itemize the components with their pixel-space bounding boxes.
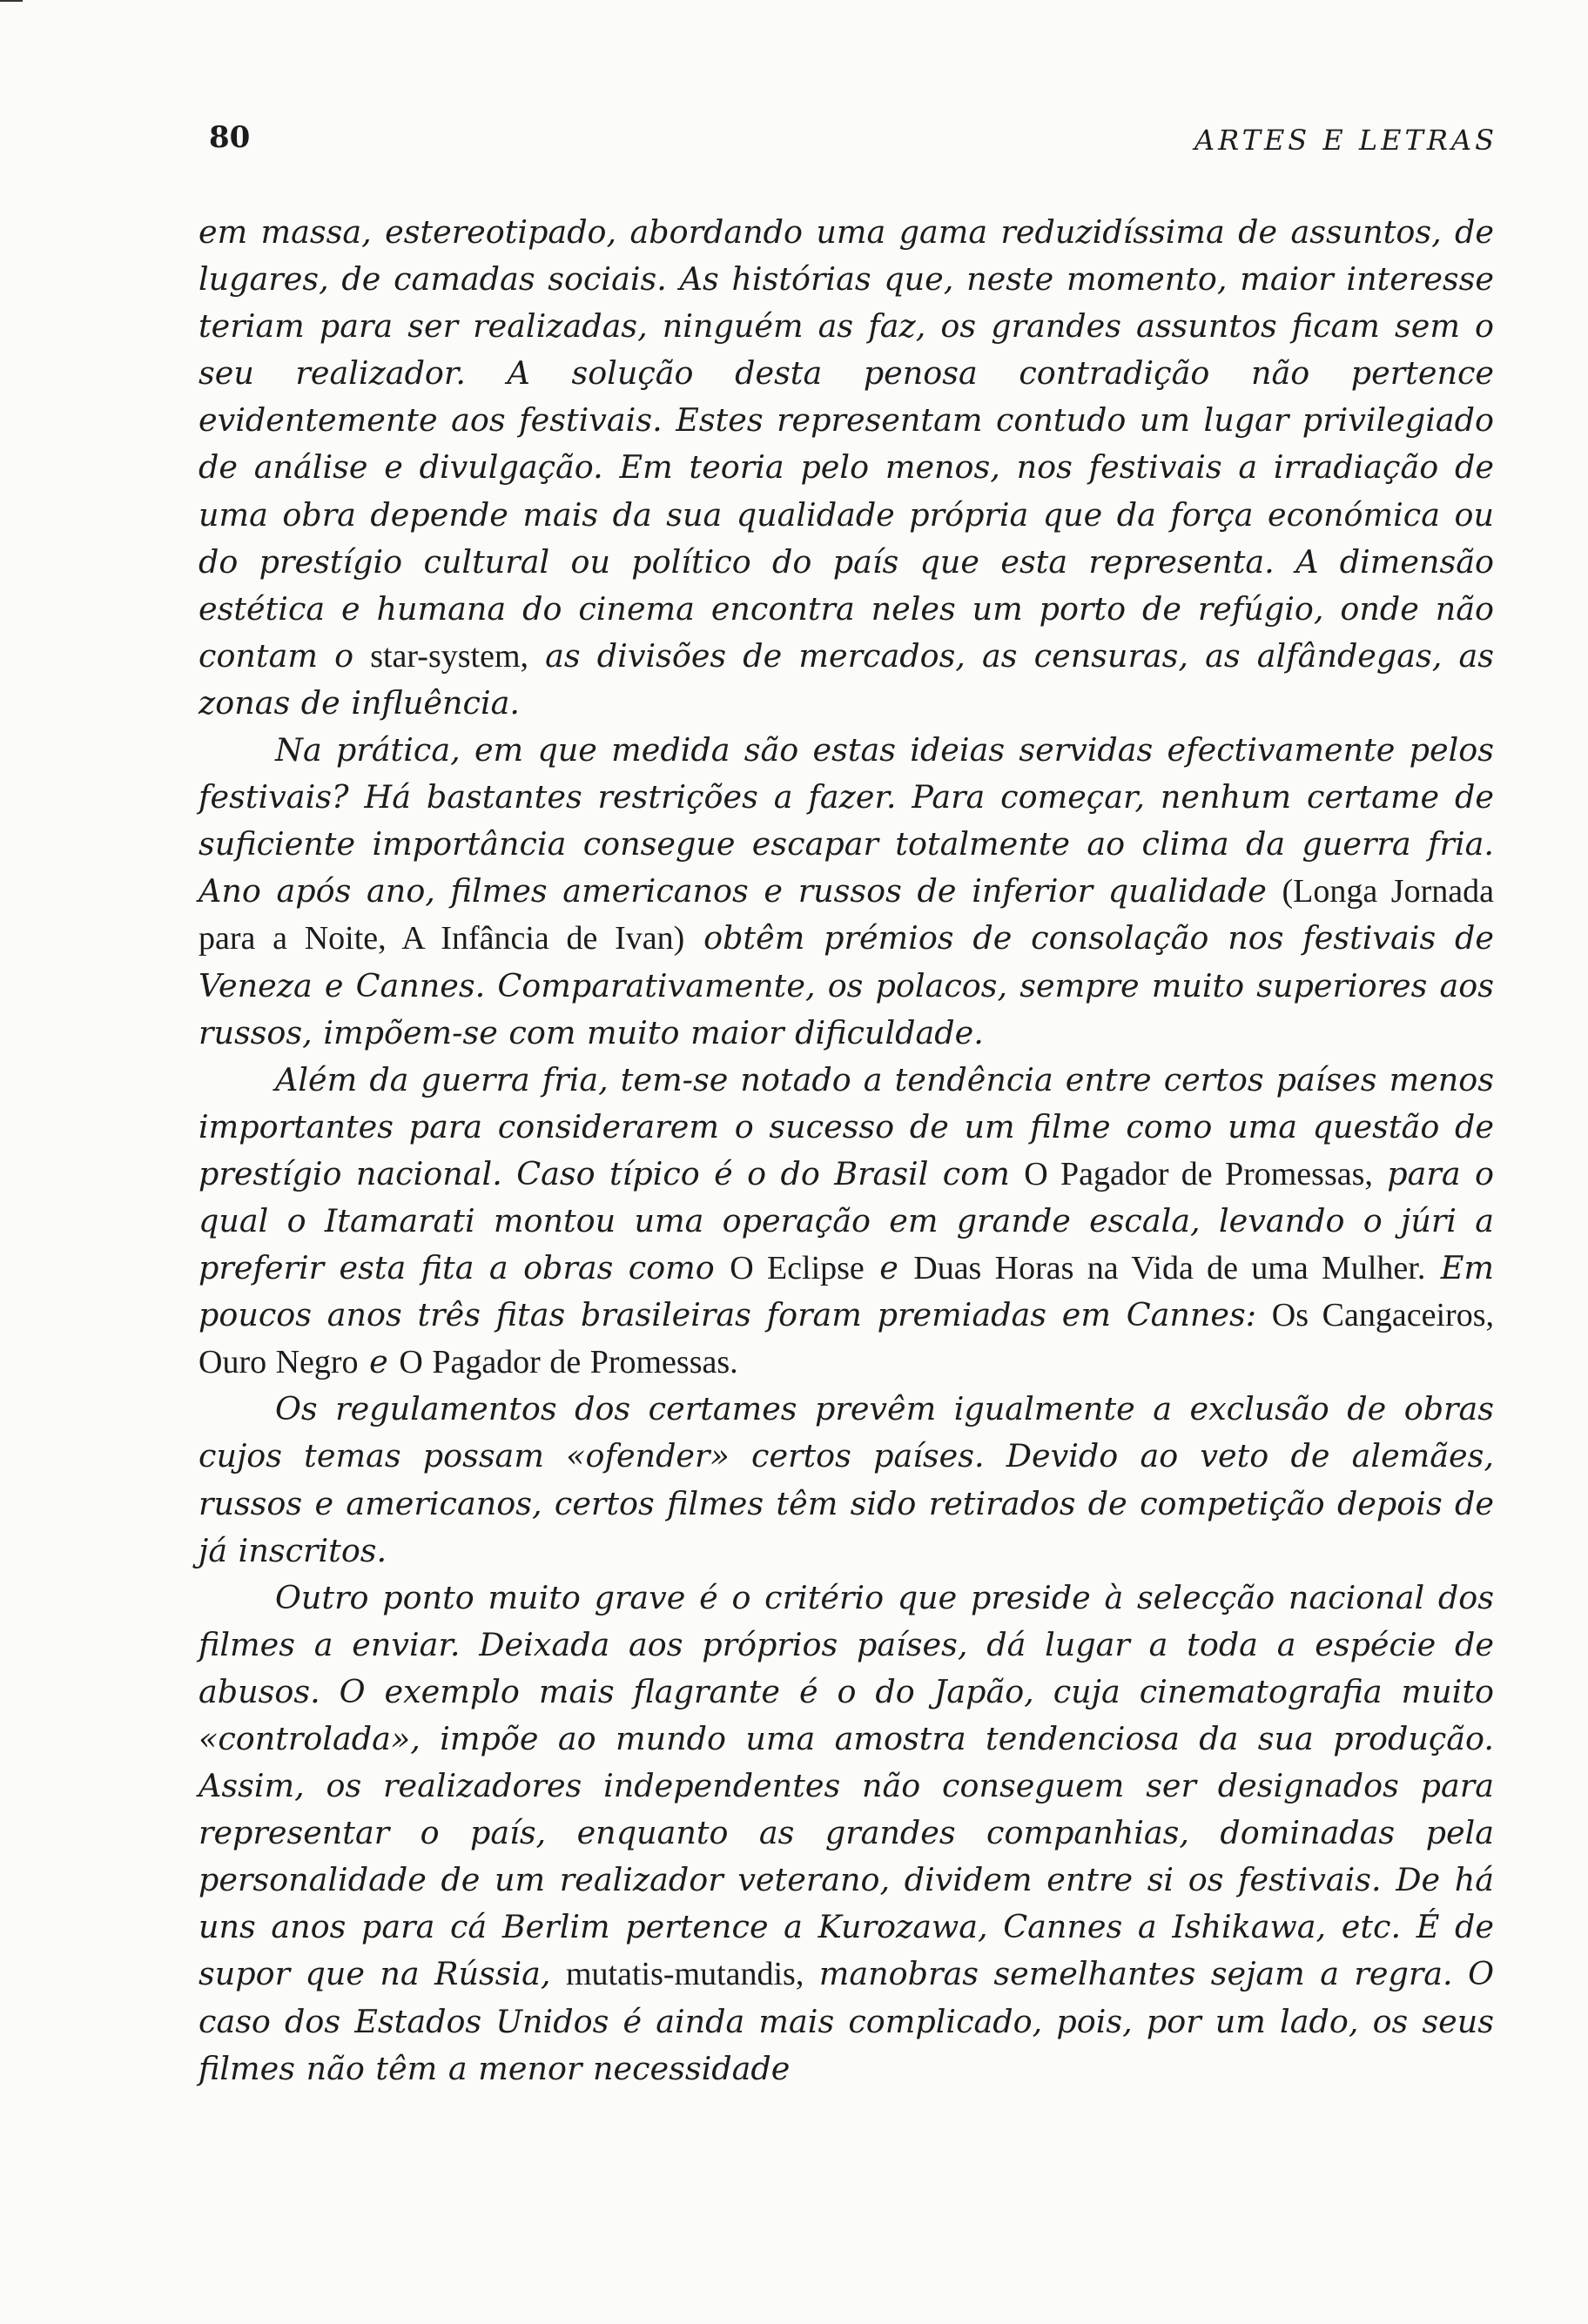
text-run: em massa, estereotipado, abordando uma gama reduzidíssima de assuntos, de lugares, de camadas sociais. As histórias que, neste momento, maior interesse teriam para ser realizadas, ninguém as faz, os grandes assuntos ficam sem o seu realizador. A solução desta penosa contradição não pertence evidentemente aos festivais. Estes representam contudo um lugar privilegiado de análise e divulgação. Em teoria pelo menos, nos festivais a irradiação de uma obra depende mais da sua qualidade própria que da força económica ou do prestígio cultural ou político do país que esta representa. A dimensão estética e humana do cinema encontra neles um porto de refúgio, onde não contam o	[198, 213, 1494, 675]
text-run: obtêm prémios de consolação nos festivais de Veneza e Cannes. Comparativamente, os polacos, sempre muito superiores aos russos, impõem-se com muito maior dificuldade.	[198, 919, 1495, 1051]
text-run: e	[358, 1343, 400, 1381]
text-run: Os regulamentos dos certames prevêm igualmente a exclusão de obras cujos temas possam «ofender» certos países. Devido ao veto de alemães, russos e americanos, certos filmes têm sido retirados de competição depois de já inscritos.	[198, 1390, 1494, 1569]
text-run: Na prática, em que medida são estas ideias servidas efectivamente pelos festivais? Há bastantes restrições a fazer. Para começar, nenhum certame de suficiente importância consegue escapar totalmente ao clima da guerra fria. Ano após ano, filmes americanos e russos de inferior qualidade	[198, 731, 1494, 910]
title-run: O Pagador de Promessas.	[399, 1344, 738, 1381]
text-run: Em poucos anos três fitas brasileiras foram premiadas em Cannes:	[198, 1249, 1495, 1334]
paragraph	[198, 1575, 1494, 2092]
paragraph	[198, 1057, 1494, 1387]
text-run: e	[864, 1249, 914, 1287]
text-run: Além da guerra fria, tem-se notado a tendência entre certos países menos importantes para considerarem o sucesso de um filme como uma questão de prestígio nacional. Caso típico é o do Brasil com	[198, 1060, 1494, 1192]
paragraph	[198, 1386, 1494, 1574]
scan-edge-mark	[0, 0, 23, 2]
title-run: O Pagador de Promessas,	[1024, 1155, 1373, 1192]
article-body	[198, 209, 1494, 2092]
journal-title: ARTES E LETRAS	[1194, 124, 1497, 157]
page-number: 80	[209, 120, 251, 155]
title-run: (Longa Jornada para a Noite, A Infância de Ivan)	[198, 873, 1494, 957]
paragraph	[198, 727, 1494, 1057]
title-run: mutatis-mutandis,	[565, 1956, 804, 1993]
text-run: para o qual o Itamarati montou uma operação em grande escala, levando o júri a preferir esta fita a obras como	[198, 1154, 1494, 1287]
text-run: Outro ponto muito grave é o critério que preside à selecção nacional dos filmes a enviar. Deixada aos próprios países, dá lugar a toda a espécie de abusos. O exemplo mais flagrante é o do Japão, cuja cinematografia muito «controlada», impõe ao mundo uma amostra tendenciosa da sua produção. Assim, os realizadores independentes não conseguem ser designados para representar o país, enquanto as grandes companhias, dominadas pela personalidade de um realizador veterano, dividem entre si os festivais. De há uns anos para cá Berlim pertence a Kurozawa, Cannes a Ishikawa, etc. É de supor que na Rússia,	[198, 1578, 1494, 1993]
text-run: manobras semelhantes sejam a regra. O caso dos Estados Unidos é ainda mais complicado, pois, por um lado, os seus filmes não têm a menor necessidade	[198, 1955, 1494, 2087]
title-run: Os Cangaceiros, Ouro Negro	[198, 1297, 1494, 1381]
text-run: as divisões de mercados, as censuras, as alfândegas, as zonas de influência.	[198, 636, 1494, 722]
title-run: Duas Horas na Vida de uma Mulher.	[913, 1250, 1426, 1287]
running-head	[209, 120, 1497, 164]
title-run: O Eclipse	[730, 1250, 865, 1287]
paragraph	[198, 209, 1494, 727]
title-run: star-system,	[370, 637, 529, 675]
